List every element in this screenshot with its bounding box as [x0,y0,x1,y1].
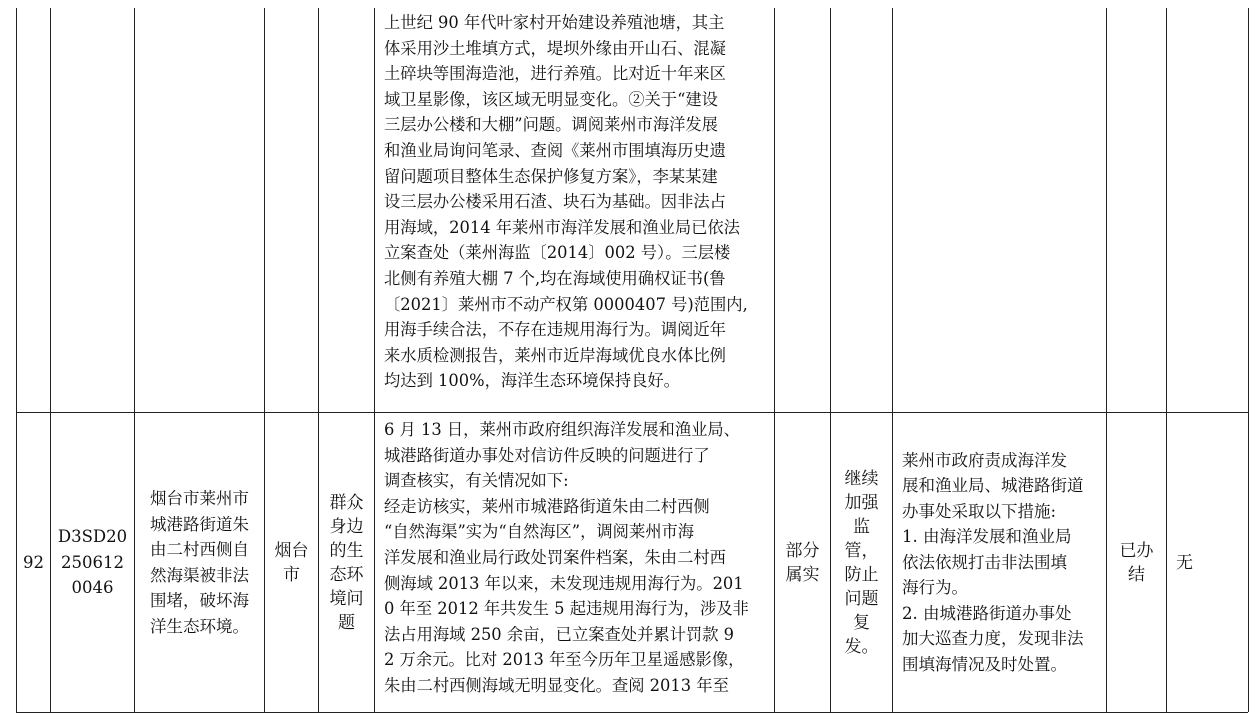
status-cell [1107,413,1166,712]
case-id-cell [51,413,134,712]
verdict-cell [775,413,830,712]
accountability-cell [1176,413,1246,712]
complaint-cell [135,413,264,712]
accountability-text: 无 [1176,552,1193,573]
measures-cell [902,413,1102,712]
investigation-detail-text: 6 月 13 日，莱州市政府组织海洋发展和渔业局、 城港路街道办事处对信访件反映的问题进行了 调查核实，有关情况如下: 经走访核实，莱州市城港路街道朱由二村西侧 “自然海渠”实为“自然海区”，调阅莱州市海 洋发展和渔业局行政处罚案件档案，朱由二村西 侧海域 2013 年以来，未发现违规用海行为。201 0 年至 2012 年共发生 5 起违规用海行为，涉及非 法占用海域 250 余亩，已立案查处并累计罚款 9 2 万余元。比对 2013 年至今历年卫星遥感影像， 朱由二村西侧海域无明显变化。查阅 2013 年至 [384,420,749,695]
complaint-text: 烟台市莱州市 城港路街道朱 由二村西侧自 然海渠被非法 围堵，破坏海 洋生态环境。 [150,489,249,636]
table-border-right [1248,8,1249,712]
column-divider [1166,8,1167,712]
column-divider [892,8,893,712]
region-cell [265,413,318,712]
region-text: 烟台 市 [274,540,309,585]
next-step-text: 继续 加强 监 管， 防止 问题 复 发。 [844,468,879,657]
status-text: 已办 结 [1119,540,1154,585]
case-id: D3SD20 250612 0046 [57,527,128,598]
verdict-text: 部分 属实 [785,540,820,585]
previous-row-detail-text: 上世纪 90 年代叶家村开始建设养殖池塘，其主 体采用沙土堆填方式，堤坝外缘由开山石、混凝 土碎块等围海造池，进行养殖。比对近十年来区 域卫星影像，该区域无明显变化。②关于“建设 三层办公楼和大棚”问题。调阅莱州市海洋发展 和渔业局询问笔录、查阅《莱州市围填海历史遗 留问题项目整体生态保护修复方案》，李某某建 设三层办公楼采用石渣、块石为基础。因非法占 用海域，2014 年莱州市海洋发展和渔业局已依法 立案查处（莱州海监〔2014〕002 号）。三层楼 北侧有养殖大棚 7 个,均在海域使用确权证书(鲁 〔2021〕莱州市不动产权第 0000407 号)范围内, 用海手续合法，不存在违规用海行为。调阅近年 来水质检测报告，莱州市近岸海域优良水体比例 均达到 100%，海洋生态环境保持良好。 [384,13,748,391]
next-step-cell [831,413,892,712]
measures-text: 莱州市政府责成海洋发 展和渔业局、城港路街道 办事处采取以下措施: 1. 由海洋发展和渔业局 依法依规打击非法围填 海行为。 2. 由城港路街道办事处 加大巡查力度，发现非法 围填海情况及时处置。 [902,450,1084,674]
table-border-bottom [16,712,1248,713]
row-index-value: 92 [23,552,44,572]
row-index [17,413,50,712]
category-cell [319,413,374,712]
category-text: 群众 身边 的生 态环 境问 题 [329,492,364,633]
column-divider [374,8,375,712]
